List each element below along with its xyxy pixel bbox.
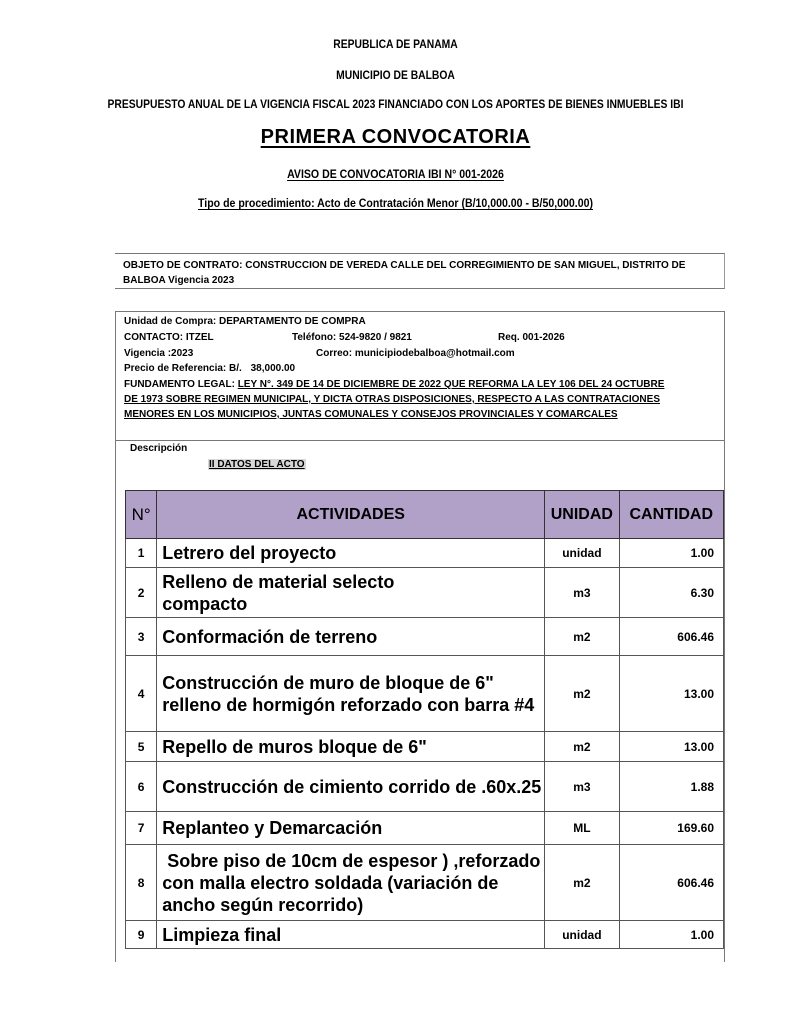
table-header-row: [126, 491, 724, 539]
header-presupuesto: PRESUPUESTO ANUAL DE LA VIGENCIA FISCAL 2023 FINANCIADO CON LOS APORTES DE BIENES INMUEBLES IBI: [107, 97, 684, 111]
row-cantidad: 13.00: [619, 656, 724, 732]
table-row: [126, 539, 724, 568]
row-num: 6: [126, 762, 157, 812]
row-actividad: Limpieza final: [157, 921, 545, 949]
header-municipio: MUNICIPIO DE BALBOA: [336, 68, 455, 82]
correo: Correo: municipiodebalboa@hotmail.com: [316, 348, 515, 359]
datos-acto-heading: II DATOS DEL ACTO: [209, 459, 305, 470]
document-title: [0, 126, 791, 149]
row-unidad: ML: [545, 812, 619, 845]
telefono: Teléfono: 524-9820 / 9821: [292, 332, 412, 343]
info-box: [115, 311, 725, 962]
descripcion-label: Descripción: [130, 443, 188, 454]
row-unidad: m3: [545, 568, 619, 618]
precio-value: 38,000.00: [250, 363, 296, 374]
row-actividad: Repello de muros bloque de 6": [157, 732, 545, 762]
fundamento-line3: MENORES EN LOS MUNICIPIOS, JUNTAS COMUNALES Y CONSEJOS PROVINCIALES Y COMARCALES: [124, 409, 618, 420]
tipo-procedimiento: [47, 196, 743, 210]
vigencia: Vigencia :2023: [124, 348, 194, 359]
aviso-convocatoria: [47, 167, 743, 181]
row-cantidad: 169.60: [619, 812, 724, 845]
row-num: 3: [126, 618, 157, 656]
row-actividad: Replanteo y Demarcación: [157, 812, 545, 845]
row-actividad: Construcción de cimiento corrido de .60x.25: [157, 762, 545, 812]
fundamento-line1: LEY N°. 349 DE 14 DE DICIEMBRE DE 2022 QUE REFORMA LA LEY 106 DEL 24 OCTUBRE: [237, 379, 665, 390]
col-header-cantidad: CANTIDAD: [619, 491, 724, 539]
row-unidad: unidad: [545, 921, 619, 949]
table-row: [126, 732, 724, 762]
row-actividad: Relleno de material selecto compacto: [157, 568, 545, 618]
aviso-text: AVISO DE CONVOCATORIA IBI N° 001-2026: [287, 167, 504, 181]
unidad-compra: Unidad de Compra: DEPARTAMENTO DE COMPRA: [124, 316, 366, 327]
row-unidad: m2: [545, 618, 619, 656]
precio-referencia: [124, 363, 295, 374]
objeto-contrato-text: OBJETO DE CONTRATO: CONSTRUCCION DE VEREDA CALLE DEL CORREGIMIENTO DE SAN MIGUEL, DISTRITO DE BALBOA Vigencia 2023: [123, 260, 686, 286]
fundamento-label: FUNDAMENTO LEGAL:: [124, 379, 235, 390]
info-details: [116, 312, 724, 441]
col-header-unidad: UNIDAD: [545, 491, 619, 539]
table-row: [126, 656, 724, 732]
row-actividad: Sobre piso de 10cm de espesor ) ,reforzado con malla electro soldada (variación de ancho según recorrido): [157, 845, 545, 921]
row-num: 8: [126, 845, 157, 921]
row-cantidad: 606.46: [619, 845, 724, 921]
row-cantidad: 13.00: [619, 732, 724, 762]
requisicion: Req. 001-2026: [498, 332, 565, 343]
fundamento-line2: DE 1973 SOBRE REGIMEN MUNICIPAL, Y DICTA OTRAS DISPOSICIONES, RESPECTO A LAS CONTRATACIONES: [124, 394, 660, 405]
row-num: 1: [126, 539, 157, 568]
table-row: [126, 762, 724, 812]
contacto: CONTACTO: ITZEL: [124, 332, 214, 343]
row-unidad: m2: [545, 656, 619, 732]
tipo-text: Tipo de procedimiento: Acto de Contratación Menor (B/10,000.00 - B/50,000.00): [198, 196, 593, 210]
header-republica: REPUBLICA DE PANAMA: [333, 37, 458, 51]
row-actividad: Conformación de terreno: [157, 618, 545, 656]
table-row: [126, 921, 724, 949]
row-unidad: m2: [545, 732, 619, 762]
document-title-text: PRIMERA CONVOCATORIA: [260, 126, 531, 148]
row-cantidad: 1.00: [619, 921, 724, 949]
row-num: 5: [126, 732, 157, 762]
row-unidad: m2: [545, 845, 619, 921]
row-unidad: m3: [545, 762, 619, 812]
row-cantidad: 1.88: [619, 762, 724, 812]
col-header-num: N°: [126, 491, 157, 539]
row-num: 9: [126, 921, 157, 949]
row-unidad: unidad: [545, 539, 619, 568]
objeto-contrato-box: [115, 253, 725, 289]
row-actividad: Construcción de muro de bloque de 6" relleno de hormigón reforzado con barra #4: [157, 656, 545, 732]
row-num: 4: [126, 656, 157, 732]
table-row: [126, 845, 724, 921]
table-row: [126, 568, 724, 618]
fundamento-legal: [124, 379, 664, 390]
row-actividad: Letrero del proyecto: [157, 539, 545, 568]
precio-label: Precio de Referencia: B/.: [124, 363, 242, 374]
row-cantidad: 606.46: [619, 618, 724, 656]
table-row: [126, 812, 724, 845]
col-header-actividades: ACTIVIDADES: [157, 491, 545, 539]
row-num: 7: [126, 812, 157, 845]
row-num: 2: [126, 568, 157, 618]
table-row: [126, 618, 724, 656]
row-cantidad: 6.30: [619, 568, 724, 618]
row-cantidad: 1.00: [619, 539, 724, 568]
activities-table: [125, 490, 724, 949]
